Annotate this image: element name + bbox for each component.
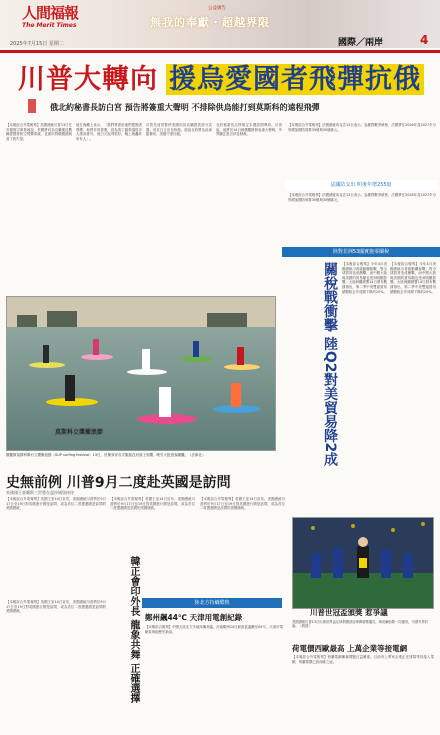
newspaper-logo-en: The Merit Times — [22, 22, 77, 29]
page-number: 4 — [420, 33, 429, 47]
uk-visit-text-1: 【本報綜合外電報導】英國王室14日宣布，美國總統川普將於9月17日至19日對英國進行國是訪問，成為首位二度獲邀國是訪問的美國總統。 — [6, 497, 106, 511]
photo-caption: 俄羅斯莫斯科舉行立槳衝浪節（SUP surfing festival）13日，民眾身穿各式服裝在河面上划槳，吸引大批遊客圍觀。（法新社） — [6, 453, 206, 457]
netherlands-headline: 荷電價西歐最高 上萬企業等接電網 — [292, 644, 408, 653]
uk-visit-subhead: 英國國王查爾斯三世將在溫莎城堡接待 — [6, 490, 74, 495]
heatwave-topic-bar: 陸北方持續酷熱 — [142, 598, 282, 608]
header-rule — [0, 50, 440, 53]
netherlands-text: 【本報綜合外電報導】荷蘭電網擁塞問題日益嚴重，目前有上萬家企業正在排隊等待接入電網，荷蘭電價已居西歐之冠。 — [292, 655, 434, 664]
main-headline — [18, 57, 438, 97]
right-top-text: 【本報綜合外電報導】法國總統馬克宏13日表示，為應對戰爭威脅，法國將在2026年及2027年分別增加國防預算35億與30億歐元。 — [288, 123, 436, 132]
heatwave-headline: 鄭州飆44℃ 天津用電創紀錄 — [145, 613, 243, 622]
headline-part-b: 援烏愛國者飛彈抗俄 — [166, 64, 424, 95]
vertical-headline: 關稅戰衝擊 陸Q2對美貿易降2成 — [322, 262, 338, 467]
issue-date: 2025年7月15日 星期二 — [10, 41, 64, 47]
headline-part-a: 川普大轉向 — [18, 64, 158, 95]
heatwave-text: 【本報綜合報導】中國大陸北方多地持續高溫，河南鄭州14日最高氣溫飆至44℃，天津市電網負荷創歷史新高。 — [145, 625, 283, 634]
headline-deck: 俄北約秘書長訪白宮 預告將簽重大聲明 不排除供烏能打到莫斯科的遠程飛彈 — [50, 103, 320, 112]
article-column-1: 【本報綜合外電報導】美國總統川普13日在安德魯空軍基地說，美國將向烏克蘭運送數輛愛國者防空飛彈系統，並重申對俄國總統普丁的失望。 — [6, 123, 72, 141]
club-world-cup-photo — [292, 517, 434, 609]
sup-festival-image — [7, 297, 276, 451]
trade-article-2: 【本報綜合報導】今年4月美國總統川普啟動關稅戰，對全球貿易造成衝擊，而中國大陸與美國的貿易額也受到明顯影響。大陸海關總署14日發布數據指出，第二季中美雙邊貿易總額較去年同期下降約20%。 — [390, 262, 436, 294]
ad-tag: 公益廣告 — [208, 6, 226, 11]
article-column-2: 他在海灘上表示，「我們將派給他們愛國者飛彈，他們非常需要，因為普丁確實讓很多人感到意外，他白天說得很好，晚上就轟炸所有人」。 — [76, 123, 142, 141]
uk-visit-text-4: 【本報綜合外電報導】英國王室14日宣布，美國總統川普將於9月17日至19日對英國進行國是訪問，成為首位二度獲邀國是訪問的美國總統。 — [6, 600, 106, 614]
uk-visit-headline: 史無前例 川普9月二度赴英國是訪問 — [6, 475, 231, 491]
slogan: 無我的奉獻・超越界限 — [150, 16, 270, 29]
deck-marker — [28, 99, 36, 113]
topic-bar: 陸對非洲53國實施零關稅 — [282, 247, 440, 257]
newspaper-logo: 人間福報 — [22, 4, 79, 22]
france-defense-text: 【本報綜合外電報導】法國總統馬克宏13日表示，為應對戰爭威脅，法國將在2026年及2027年分別增加國防預算35億與30億歐元。 — [288, 193, 436, 202]
sup-festival-photo — [6, 296, 276, 451]
trade-article-1: 【本報綜合報導】今年4月美國總統川普啟動關稅戰，對全球貿易造成衝擊，而中國大陸與美國的貿易額也受到明顯影響。大陸海關總署14日發布數據指出，第二季中美雙邊貿易總額較去年同期下降約20%。 — [342, 262, 387, 294]
club-world-cup-caption: 美國總統川普13日出席世界盃足球俱樂部冠軍賽頒獎儀式，與切爾西隊一同慶祝，引發外界討論。（路透） — [292, 620, 429, 629]
uk-visit-text-3: 【本報綜合外電報導】英國王室14日宣布，美國總統川普將於9月17日至19日對英國進行國是訪問，成為首位二度獲邀國是訪問的美國總統。 — [200, 497, 285, 511]
club-world-cup-headline: 川普世冠盃頒獎 惹爭議 — [310, 608, 388, 617]
france-defense-rubric: 法國防支出 明後年增255億 — [285, 180, 437, 190]
photo-title: 莫斯科立槳衝浪節 — [55, 429, 104, 436]
section-label: 國際／兩岸 — [338, 38, 384, 48]
uk-visit-text-2: 【本報綜合外電報導】英國王室14日宣布，美國總統川普將於9月17日至19日對英國進行國是訪問，成為首位二度獲邀國是訪問的美國總統。 — [110, 497, 195, 511]
article-column-4: 北約秘書長呂特預定本週訪問華府。川普說，他將於14日就俄羅斯發表重大聲明，外界關注是否涉及制裁。 — [216, 123, 282, 137]
article-column-3: 川普先前曾暫停美國向烏克蘭提供部分武器，但近日又宣布恢復。他說北約將為此承擔費用，美國不需付錢。 — [146, 123, 212, 137]
trump-ceremony-image — [293, 518, 434, 609]
india-china-vertical-headline: 韓正會印外長 龍象共舞 正確選擇 — [128, 556, 139, 703]
